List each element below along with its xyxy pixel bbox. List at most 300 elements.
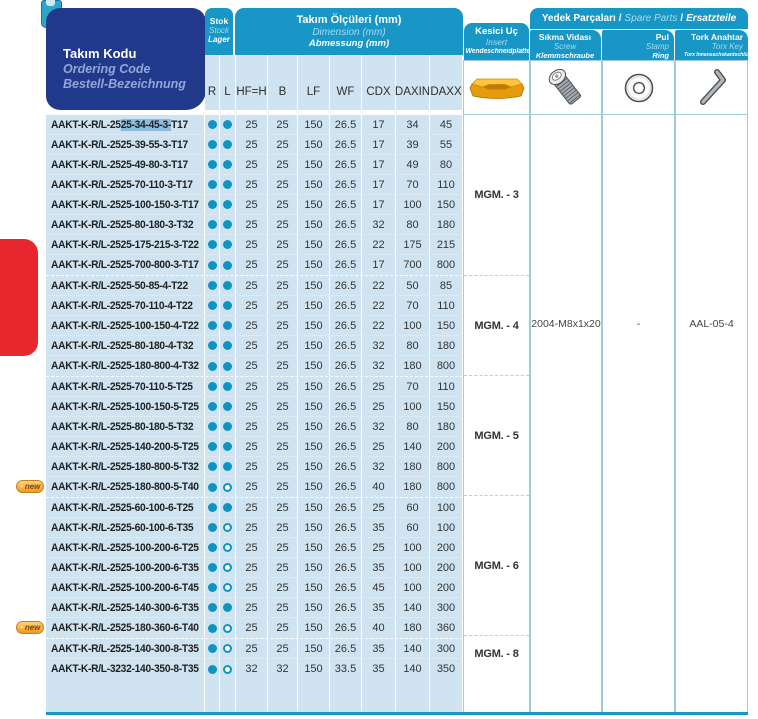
dim-daxx: 215 [430,235,463,254]
row-group [46,115,463,275]
stock-filled-dot-icon [223,402,232,411]
separator: / [618,13,622,24]
stock-dot-r [205,659,220,679]
stock-filled-dot-icon [223,220,232,229]
dim-daxx: 100 [430,498,463,517]
separator: / [680,13,684,24]
stock-dot-l [220,135,236,154]
filler-cell [330,679,362,712]
dim-daxin: 100 [396,397,430,416]
dim-hfh: 25 [236,518,268,537]
table-row [46,498,463,518]
dim-cdx: 32 [362,457,396,476]
stock-filled-dot-icon [223,362,232,371]
washer-label-en: Stamp [645,42,669,51]
dim-daxin: 140 [396,598,430,617]
stock-dot-l [220,618,236,638]
stock-dot-r [205,377,220,396]
dim-daxx: 150 [430,195,463,214]
dim-b: 25 [268,235,298,254]
dim-daxx: 200 [430,578,463,597]
washer-column [602,115,675,712]
dim-daxx: 110 [430,175,463,194]
stock-filled-dot-icon [223,180,232,189]
dim-b: 25 [268,417,298,436]
dim-daxx: 150 [430,397,463,416]
dim-daxin: 80 [396,215,430,234]
dim-lf: 150 [298,618,330,638]
new-badge [16,480,44,493]
dim-b: 25 [268,155,298,174]
stock-filled-dot-icon [208,341,217,350]
row-code: AAKT-K-R/L-2525-60-100-6-T25 [46,498,205,517]
dim-lf: 150 [298,155,330,174]
stock-header [205,8,233,55]
filler-cell [430,679,463,712]
dim-b: 25 [268,538,298,557]
stock-filled-dot-icon [223,281,232,290]
dim-cdx: 22 [362,316,396,335]
filler-cell [298,679,330,712]
dim-daxin: 70 [396,296,430,315]
row-code: AAKT-K-R/L-2525-180-360-6-T40 [46,618,205,638]
insert-label-tr: Kesici Uç [475,26,518,37]
stock-filled-dot-icon [208,281,217,290]
filler-cell [236,679,268,712]
dim-hfh: 25 [236,135,268,154]
dim-b: 25 [268,356,298,376]
stock-dot-r [205,175,220,194]
stock-dot-l [220,639,236,658]
dim-daxin: 100 [396,578,430,597]
dim-cdx: 40 [362,618,396,638]
dim-daxin: 140 [396,659,430,679]
dim-b: 25 [268,377,298,396]
dim-daxx: 200 [430,558,463,577]
row-group [46,275,463,376]
washer-label-de: Ring [652,51,669,60]
dim-daxx: 800 [430,457,463,476]
dim-cdx: 22 [362,296,396,315]
dim-b: 25 [268,518,298,537]
table-row [46,235,463,255]
dim-daxx: 180 [430,215,463,234]
stock-filled-dot-icon [208,321,217,330]
dim-hfh: 25 [236,457,268,476]
dim-b: 25 [268,296,298,315]
dim-hfh: 25 [236,538,268,557]
filler-cell [220,679,236,712]
dim-b: 25 [268,437,298,456]
dim-b: 25 [268,498,298,517]
stock-filled-dot-icon [208,543,217,552]
ordering-code-label-tr: Takım Kodu [63,46,137,61]
table-row [46,377,463,397]
insert-code-cell [464,495,529,635]
row-code: AAKT-K-R/L-2525-50-85-4-T22 [46,276,205,295]
stock-filled-dot-icon [208,140,217,149]
table-row [46,558,463,578]
stock-filled-dot-icon [208,160,217,169]
dim-daxx: 110 [430,296,463,315]
dim-wf: 26.5 [330,195,362,214]
spare-parts-header [530,8,748,29]
stock-filled-dot-icon [208,422,217,431]
dim-hfh: 25 [236,578,268,597]
new-badge [16,621,44,634]
stock-dot-l [220,276,236,295]
star-icon: ✦ [19,624,24,631]
dim-hfh: 25 [236,437,268,456]
dim-lf: 150 [298,175,330,194]
screw-label-tr: Sıkma Vidası [538,32,592,42]
column-label-daxx: DAXX [430,55,463,110]
dim-daxx: 300 [430,598,463,617]
table-row [46,336,463,356]
dim-wf: 26.5 [330,356,362,376]
table-row [46,215,463,235]
stock-dot-r [205,255,220,275]
dim-daxin: 100 [396,558,430,577]
dim-daxx: 360 [430,618,463,638]
dim-lf: 150 [298,538,330,557]
insert-code-label: MGM. - 8 [474,648,519,660]
column-label-b: B [268,55,298,110]
dim-b: 25 [268,175,298,194]
dim-lf: 150 [298,135,330,154]
stock-filled-dot-icon [223,503,232,512]
screw-header [530,30,601,60]
row-code: AAKT-K-R/L-2525-100-150-3-T17 [46,195,205,214]
ordering-code-header [46,8,206,110]
table-row [19,477,463,497]
stock-filled-dot-icon [208,563,217,572]
stock-dot-l [220,538,236,557]
dim-daxx: 180 [430,336,463,355]
washer-code: - [636,318,641,330]
dim-lf: 150 [298,659,330,679]
stock-filled-dot-icon [208,483,217,492]
row-code: AAKT-K-R/L-2525-80-180-5-T32 [46,417,205,436]
row-code: AAKT-K-R/L-2525-140-300-8-T35 [46,639,205,658]
insert-code-cell [464,115,529,275]
dim-daxin: 100 [396,316,430,335]
stock-open-dot-icon [223,563,232,572]
table-row [46,175,463,195]
dim-wf: 26.5 [330,538,362,557]
stock-open-dot-icon [223,483,232,492]
dim-wf: 26.5 [330,498,362,517]
dim-daxin: 140 [396,639,430,658]
dim-wf: 33.5 [330,659,362,679]
dim-hfh: 25 [236,598,268,617]
dim-cdx: 45 [362,578,396,597]
stock-dot-r [205,336,220,355]
insert-icon [469,76,525,100]
column-label-l: L [220,55,236,110]
dim-hfh: 25 [236,115,268,134]
stock-dot-r [205,457,220,476]
stock-filled-dot-icon [223,160,232,169]
spare-parts-label-de: Ersatzteile [686,13,737,24]
insert-code-label: MGM. - 5 [474,429,519,442]
dim-wf: 26.5 [330,296,362,315]
dim-lf: 150 [298,215,330,234]
dim-lf: 150 [298,316,330,335]
stock-open-dot-icon [223,583,232,592]
table-row [46,437,463,457]
table-row [46,195,463,215]
dim-daxin: 49 [396,155,430,174]
table-row [46,115,463,135]
dim-lf: 150 [298,336,330,355]
stock-filled-dot-icon [223,603,232,612]
column-label-lf: LF [298,55,330,110]
table-bottom-border [46,712,748,715]
dim-cdx: 40 [362,477,396,497]
torx-key-label-de: Torx Innensechskantschlüssel [684,52,758,58]
ordering-code-label-de: Bestell-Bezeichnung [63,77,186,91]
screw-label-de: Klemmschraube [535,51,595,60]
stock-dot-r [205,235,220,254]
stock-dot-r [205,115,220,134]
row-code: AAKT-K-R/L-2525-100-150-4-T22 [46,316,205,335]
dim-cdx: 17 [362,115,396,134]
new-badge-label: new [24,623,41,632]
dim-daxx: 800 [430,255,463,275]
dim-wf: 26.5 [330,175,362,194]
stock-dot-r [205,498,220,517]
filler-cell [362,679,396,712]
stock-filled-dot-icon [208,180,217,189]
stock-open-dot-icon [223,644,232,653]
stock-filled-dot-icon [223,140,232,149]
row-code: AAKT-K-R/L-2525-180-800-5-T40 [46,477,205,497]
table-row [46,276,463,296]
dim-cdx: 35 [362,518,396,537]
stock-filled-dot-icon [223,240,232,249]
dim-wf: 26.5 [330,135,362,154]
washer-image-cell [602,60,675,115]
stock-filled-dot-icon [223,442,232,451]
column-label-daxin: DAXIN [396,55,430,110]
stock-dot-r [205,598,220,617]
filler-cell [268,679,298,712]
stock-dot-l [220,115,236,134]
row-code: AAKT-K-R/L-2525-100-200-6-T45 [46,578,205,597]
dim-lf: 150 [298,477,330,497]
stock-dot-r [205,437,220,456]
stock-filled-dot-icon [208,624,217,633]
dim-wf: 26.5 [330,598,362,617]
stock-dot-l [220,195,236,214]
dim-cdx: 25 [362,377,396,396]
stock-dot-l [220,255,236,275]
dimensions-label-tr: Takım Ölçüleri (mm) [296,14,402,26]
dim-lf: 150 [298,498,330,517]
washer-label-tr: Pul [655,32,669,42]
dim-wf: 26.5 [330,377,362,396]
torx-key-label-en: Torx Key [711,42,743,51]
stock-dot-l [220,477,236,497]
stock-label-de: Lager [208,35,230,44]
stock-dot-l [220,175,236,194]
stock-dot-r [205,155,220,174]
dim-cdx: 17 [362,175,396,194]
table-row [46,639,463,659]
dim-cdx: 25 [362,397,396,416]
stock-dot-l [220,518,236,537]
dim-wf: 26.5 [330,336,362,355]
table-row [46,356,463,376]
dim-lf: 150 [298,356,330,376]
dim-daxin: 180 [396,356,430,376]
dim-lf: 150 [298,457,330,476]
tab-notch [46,0,55,6]
stock-filled-dot-icon [223,382,232,391]
washer-icon [620,69,658,107]
dim-hfh: 25 [236,276,268,295]
dim-lf: 150 [298,296,330,315]
dim-wf: 26.5 [330,639,362,658]
table-row [46,155,463,175]
row-group [19,497,463,638]
stock-filled-dot-icon [223,422,232,431]
dim-hfh: 25 [236,417,268,436]
dim-lf: 150 [298,518,330,537]
dim-wf: 26.5 [330,215,362,234]
stock-filled-dot-icon [208,402,217,411]
table-row [46,659,463,679]
dim-lf: 150 [298,417,330,436]
dim-daxin: 70 [396,175,430,194]
torx-key-code: AAL-05-4 [689,318,734,330]
stock-filled-dot-icon [208,382,217,391]
dim-lf: 150 [298,558,330,577]
dim-wf: 26.5 [330,578,362,597]
table-row [46,296,463,316]
stock-dot-r [205,397,220,416]
dim-cdx: 17 [362,195,396,214]
stock-dot-r [205,215,220,234]
ordering-code-label-en: Ordering Code [63,62,151,76]
dim-hfh: 25 [236,155,268,174]
table-row [46,598,463,618]
stock-filled-dot-icon [208,503,217,512]
stock-dot-r [205,518,220,537]
stock-filled-dot-icon [223,200,232,209]
dim-daxin: 39 [396,135,430,154]
dim-cdx: 22 [362,276,396,295]
dim-daxx: 200 [430,538,463,557]
dim-b: 25 [268,457,298,476]
dimensions-label-de: Abmessung (mm) [308,38,390,49]
dim-b: 25 [268,397,298,416]
dim-wf: 26.5 [330,255,362,275]
dim-daxin: 175 [396,235,430,254]
dim-lf: 150 [298,397,330,416]
row-code: AAKT-K-R/L-2525-70-110-4-T22 [46,296,205,315]
stock-dot-l [220,356,236,376]
row-code: AAKT-K-R/L-2525-175-215-3-T22 [46,235,205,254]
table-row [46,578,463,598]
row-code: AAKT-K-R/L-2525-100-200-6-T35 [46,558,205,577]
dim-b: 25 [268,115,298,134]
dim-cdx: 25 [362,538,396,557]
stock-dot-l [220,296,236,315]
stock-filled-dot-icon [223,120,232,129]
dim-wf: 26.5 [330,437,362,456]
dim-hfh: 25 [236,195,268,214]
dim-wf: 26.5 [330,518,362,537]
column-label-hfh: HF=H [236,55,268,110]
screw-code: 2004-M8x1x20 [531,318,601,330]
dim-cdx: 35 [362,558,396,577]
column-label-r: R [205,55,220,110]
stock-filled-dot-icon [223,321,232,330]
stock-dot-r [205,276,220,295]
row-code: AAKT-K-R/L-2525-140-200-5-T25 [46,437,205,456]
dim-hfh: 25 [236,215,268,234]
dim-b: 32 [268,659,298,679]
insert-code-label: MGM. - 4 [474,319,519,332]
insert-code-cell [464,275,529,375]
stock-dot-l [220,578,236,597]
row-code: AAKT-K-R/L-2525-180-800-4-T32 [46,356,205,376]
dim-cdx: 32 [362,336,396,355]
stock-dot-l [220,498,236,517]
stock-dot-r [205,578,220,597]
dim-b: 25 [268,639,298,658]
dim-cdx: 17 [362,135,396,154]
dim-hfh: 25 [236,639,268,658]
table-row [19,618,463,638]
dim-wf: 26.5 [330,457,362,476]
dim-lf: 150 [298,276,330,295]
dim-wf: 26.5 [330,115,362,134]
dim-daxin: 100 [396,538,430,557]
dim-daxx: 300 [430,639,463,658]
dim-lf: 150 [298,235,330,254]
insert-code-label: MGM. - 6 [474,559,519,572]
dim-b: 25 [268,215,298,234]
row-code: AAKT-K-R/L-2525-60-100-6-T35 [46,518,205,537]
stock-dot-r [205,477,220,497]
table-row [46,397,463,417]
dim-hfh: 25 [236,235,268,254]
stock-filled-dot-icon [223,261,232,270]
table-row [46,538,463,558]
dim-b: 25 [268,336,298,355]
row-group [19,376,463,497]
dim-daxin: 60 [396,498,430,517]
stock-dot-l [220,457,236,476]
dim-b: 25 [268,578,298,597]
filler-cell [46,679,205,712]
row-code: AAKT-K-R/L-2525-100-200-6-T25 [46,538,205,557]
row-code: AAKT-K-R/L-2525-80-180-3-T32 [46,215,205,234]
dim-b: 25 [268,255,298,275]
new-badge-label: new [24,482,41,491]
dim-hfh: 25 [236,558,268,577]
stock-filled-dot-icon [208,362,217,371]
dim-lf: 150 [298,195,330,214]
dim-wf: 26.5 [330,417,362,436]
screw-label-en: Screw [553,42,577,51]
stock-filled-dot-icon [208,442,217,451]
screw-image-cell [530,60,602,115]
table-row [46,457,463,477]
